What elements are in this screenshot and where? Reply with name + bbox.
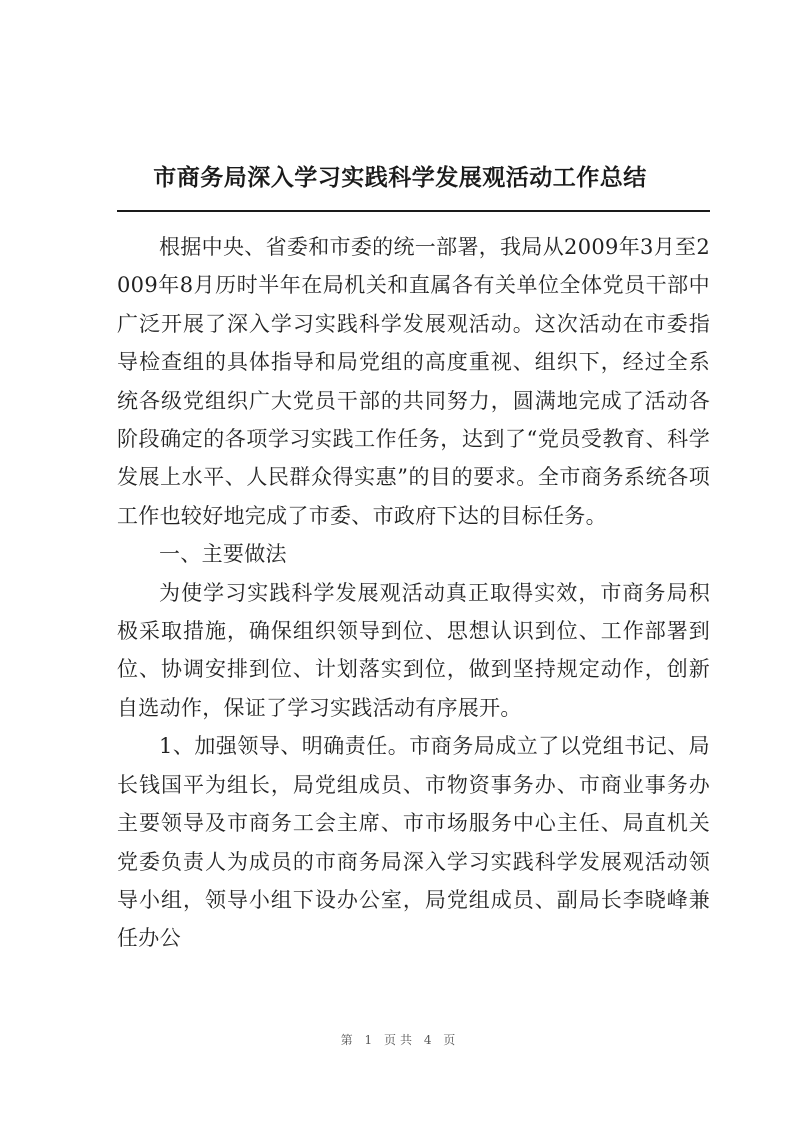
- page-footer: [0, 1032, 800, 1048]
- paragraph-measures: 为使学习实践科学发展观活动真正取得实效，市商务局积极采取措施，确保组织领导到位、思想认识到位、工作部署到位、协调安排到位、计划落实到位，做到坚持规定动作，创新自选动作，保证了学习实践活动有序展开。: [117, 580, 710, 720]
- paragraph-intro: 根据中央、省委和市委的统一部署，我局从2009年3月至2009年8月历时半年在局机关和直属各有关单位全体党员干部中广泛开展了深入学习实践科学发展观活动。这次活动在市委指导检查组的具体指导和局党组的高度重视、组织下，经过全系统各级党组织广大党员干部的共同努力，圆满地完成了活动各阶段确定的各项学习实践工作任务，达到了“党员受教育、科学发展上水平、人民群众得实惠”的目的要求。全市商务系统各项工作也较好地完成了市委、市政府下达的目标任务。: [117, 235, 710, 528]
- title-underline: [117, 210, 710, 212]
- footer-middle: 页共: [383, 1033, 416, 1047]
- paragraph-leadership: 1、加强领导、明确责任。市商务局成立了以党组书记、局长钱国平为组长，局党组成员、市物资事务办、市商业事务办主要领导及市商务工会主席、市市场服务中心主任、局直机关党委负责人为成员的市商务局深入学习实践科学发展观活动领导小组，领导小组下设办公室，局党组成员、副局长李晓峰兼任办公: [117, 734, 710, 951]
- footer-page-number: 1: [364, 1033, 377, 1047]
- footer-suffix: 页: [443, 1033, 460, 1047]
- footer-prefix: 第: [340, 1033, 357, 1047]
- section-heading-main-practices: 一、主要做法: [159, 542, 287, 567]
- document-body: [117, 228, 710, 958]
- document-title: 市商务局深入学习实践科学发展观活动工作总结: [153, 165, 647, 191]
- footer-total-pages: 4: [423, 1033, 436, 1047]
